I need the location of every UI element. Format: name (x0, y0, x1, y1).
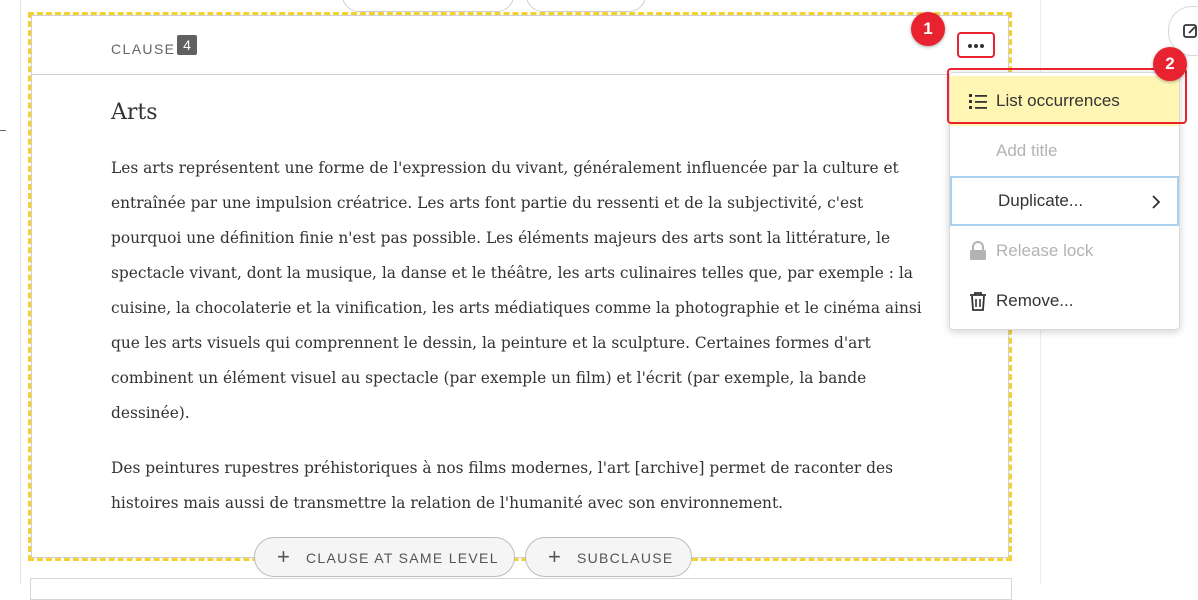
trash-icon (968, 291, 988, 311)
more-dot-icon (980, 44, 984, 48)
plus-icon: + (277, 544, 290, 569)
clause-block[interactable] (28, 12, 1012, 561)
page-left-rule (20, 0, 21, 584)
previous-action-button-2[interactable] (526, 0, 646, 12)
clause-title[interactable]: Arts (111, 100, 158, 125)
menu-item-label: Remove... (996, 291, 1074, 310)
menu-item-duplicate[interactable] (950, 176, 1179, 226)
plus-icon: + (548, 544, 561, 569)
menu-item-label: Release lock (996, 241, 1094, 260)
add-subclause-label: SUBCLAUSE (577, 550, 674, 566)
step-badge-1: 1 (911, 12, 945, 46)
menu-item-release-lock[interactable] (950, 226, 1179, 276)
menu-item-label: Add title (996, 141, 1058, 160)
clause-label: CLAUSE (111, 41, 176, 57)
clause-header (32, 16, 1008, 75)
annotation-highlight-box (947, 68, 1187, 124)
more-dot-icon (974, 44, 978, 48)
previous-action-button[interactable] (342, 0, 514, 12)
menu-item-add-title[interactable] (950, 126, 1179, 176)
edit-icon (1183, 23, 1198, 39)
clause-card (31, 15, 1009, 558)
chevron-right-icon (1150, 194, 1162, 210)
add-subclause-button[interactable] (525, 537, 692, 577)
lock-icon (968, 241, 988, 261)
clause-paragraph[interactable]: Des peintures rupestres préhistoriques à nos films modernes, l'art [archive] permet de raconter des histoires mais aussi de transmettre la relation de l'humanité avec son environnement. (111, 459, 894, 512)
more-dot-icon (968, 44, 972, 48)
menu-item-label: Duplicate... (998, 191, 1084, 210)
clause-number-badge: 4 (177, 35, 197, 55)
menu-item-remove[interactable] (950, 276, 1179, 326)
step-badge-2: 2 (1153, 47, 1187, 81)
add-clause-same-level-button[interactable] (254, 537, 515, 577)
more-options-button[interactable] (957, 32, 995, 58)
page-margin-tick (0, 130, 6, 131)
menu-item-label: List occurrences (996, 91, 1120, 110)
clause-paragraph[interactable]: Les arts représentent une forme de l'expression du vivant, généralement influencée par la culture et entraînée par une impulsion créatrice. Les arts font partie du ressenti et de la subjectivité, c'est pourquoi une définition finie n'est pas possible. Les éléments majeurs des arts sont la littérature, le spectacle vivant, dont la musique, la danse et le théâtre, les arts culinaires telles que, par exemple : la cuisine, la chocolaterie et la vinification, les arts médiatiques comme la photographie et le cinéma ainsi que les arts visuels qui comprennent le dessin, la peinture et la sculpture. Certaines formes d'art combinent un élément visuel au spectacle (par exemple un film) et l'écrit (par exemple, la bande dessinée). (111, 159, 922, 422)
next-clause-card (30, 578, 1012, 600)
add-clause-same-level-label: CLAUSE AT SAME LEVEL (306, 550, 499, 566)
